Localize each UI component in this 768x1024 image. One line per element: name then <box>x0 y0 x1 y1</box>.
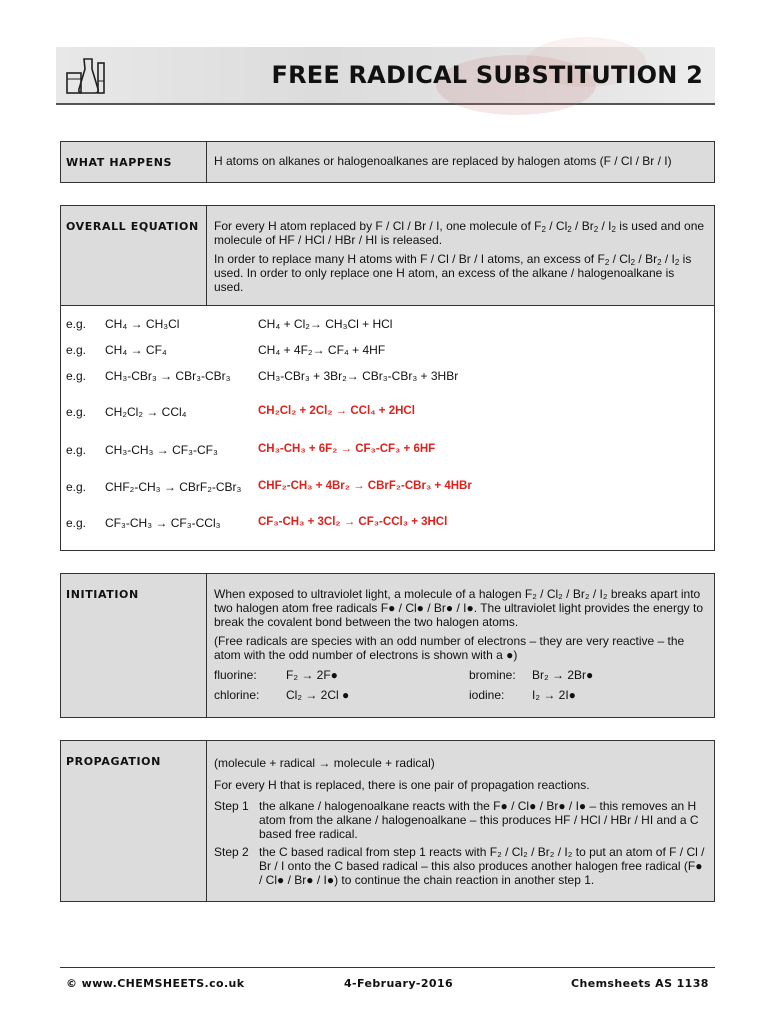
propagation-step-1: Step 1 the alkane / halogenoalkane reacts with the F● / Cl● / Br● / I● – this removes an H atom from the alkane / halogenoalkane – this produces HF / HCl / HBr / HI and a C based free radical. <box>214 799 699 841</box>
example-row: e.g. CH₄ → CF₄ CH₄ + 4F₂→ CF₄ + 4HF <box>66 343 386 357</box>
what-happens-text: H atoms on alkanes or halogenoalkanes are replaced by halogen atoms (F / Cl / Br / I) <box>207 142 714 182</box>
answer-equation: CH₃-CH₃ + 6F₂ → CF₃-CF₃ + 6HF <box>258 443 436 455</box>
example-row: e.g. CHF₂-CH₃ → CBrF₂-CBr₃ CHF₂-CH₃ + 4Br₂ → CBrF₂-CBr₃ + 4HBr <box>66 480 472 494</box>
what-happens-section <box>60 141 715 183</box>
propagation-text <box>207 741 714 901</box>
examples-area <box>61 305 714 550</box>
equation-pair-1: fluorine: F₂ → 2F● bromine: Br₂ → 2Br● <box>214 668 594 682</box>
what-happens-label: WHAT HAPPENS <box>61 142 207 182</box>
example-row: e.g. CH₃-CH₃ → CF₃-CF₃ CH₃-CH₃ + 6F₂ → CF₃-CF₃ + 6HF <box>66 443 436 457</box>
footer-divider <box>60 967 715 968</box>
initiation-section <box>60 573 715 718</box>
header-banner <box>56 47 715 105</box>
propagation-paragraph-2: For every H that is replaced, there is one pair of propagation reactions. <box>214 778 590 792</box>
example-row: e.g. CH₄ → CH₃Cl CH₄ + Cl₂→ CH₃Cl + HCl <box>66 317 393 331</box>
initiation-paragraph-2: (Free radicals are species with an odd number of electrons – they are very reactive – the atom with the odd number of electrons is shown with a ●) <box>214 634 685 662</box>
answer-equation: CH₂Cl₂ + 2Cl₂ → CCl₄ + 2HCl <box>258 405 415 417</box>
overall-paragraph-1: For every H atom replaced by F / Cl / Br / I, one molecule of $F_2 / Cl_2 / Br_2 / I_2$ is used and one molecule of HF / HCl / HBr / HI is released. <box>214 219 705 247</box>
propagation-section <box>60 740 715 902</box>
overall-equation-section <box>60 205 715 551</box>
answer-equation: CHF₂-CH₃ + 4Br₂ → CBrF₂-CBr₃ + 4HBr <box>258 480 472 492</box>
initiation-label: INITIATION <box>61 574 207 717</box>
overall-paragraph-2: In order to replace many H atoms with F / Cl / Br / I atoms, an excess of $F_2 / Cl_2 / Br_2 / I_2$ is used. In order to only replace one H atom, an excess of the alkane / halogenoalkane is used. <box>214 252 692 294</box>
example-row: e.g. CH₂Cl₂ → CCl₄ CH₂Cl₂ + 2Cl₂ → CCl₄ + 2HCl <box>66 405 415 419</box>
lab-glassware-icon <box>64 53 110 99</box>
propagation-label: PROPAGATION <box>61 741 207 901</box>
footer-website: © www.CHEMSHEETS.co.uk <box>66 977 245 990</box>
answer-equation: CF₃-CH₃ + 3Cl₂ → CF₃-CCl₃ + 3HCl <box>258 516 448 528</box>
propagation-paragraph-1: (molecule + radical → molecule + radical) <box>214 756 435 770</box>
overall-equation-label: OVERALL EQUATION <box>61 206 207 305</box>
overall-equation-text <box>207 206 714 305</box>
equation-pair-2: chlorine: Cl₂ → 2Cl ● iodine: I₂ → 2I● <box>214 688 576 702</box>
propagation-step-2: Step 2 the C based radical from step 1 reacts with F₂ / Cl₂ / Br₂ / I₂ to put an atom of F / Cl / Br / I onto the C based radical – this also produces another halogen free radical (F● / Cl● / Br● / I●) to continue the chain reaction in another step 1. <box>214 845 705 887</box>
initiation-paragraph-1: When exposed to ultraviolet light, a molecule of a halogen F₂ / Cl₂ / Br₂ / I₂ breaks apart into two halogen atom free radicals F● / Cl● / Br● / I●. The ultraviolet light provides the energy to break the covalent bond between the two halogen atoms. <box>214 587 703 629</box>
example-row: e.g. CF₃-CH₃ → CF₃-CCl₃ CF₃-CH₃ + 3Cl₂ → CF₃-CCl₃ + 3HCl <box>66 516 448 530</box>
initiation-text <box>207 574 714 717</box>
footer-reference: Chemsheets AS 1138 <box>571 977 709 990</box>
footer-date: 4-February-2016 <box>344 977 454 990</box>
example-row: e.g. CH₃-CBr₃ → CBr₃-CBr₃ CH₃-CBr₃ + 3Br₂→ CBr₃-CBr₃ + 3HBr <box>66 369 459 383</box>
page-title: FREE RADICAL SUBSTITUTION 2 <box>271 61 703 89</box>
